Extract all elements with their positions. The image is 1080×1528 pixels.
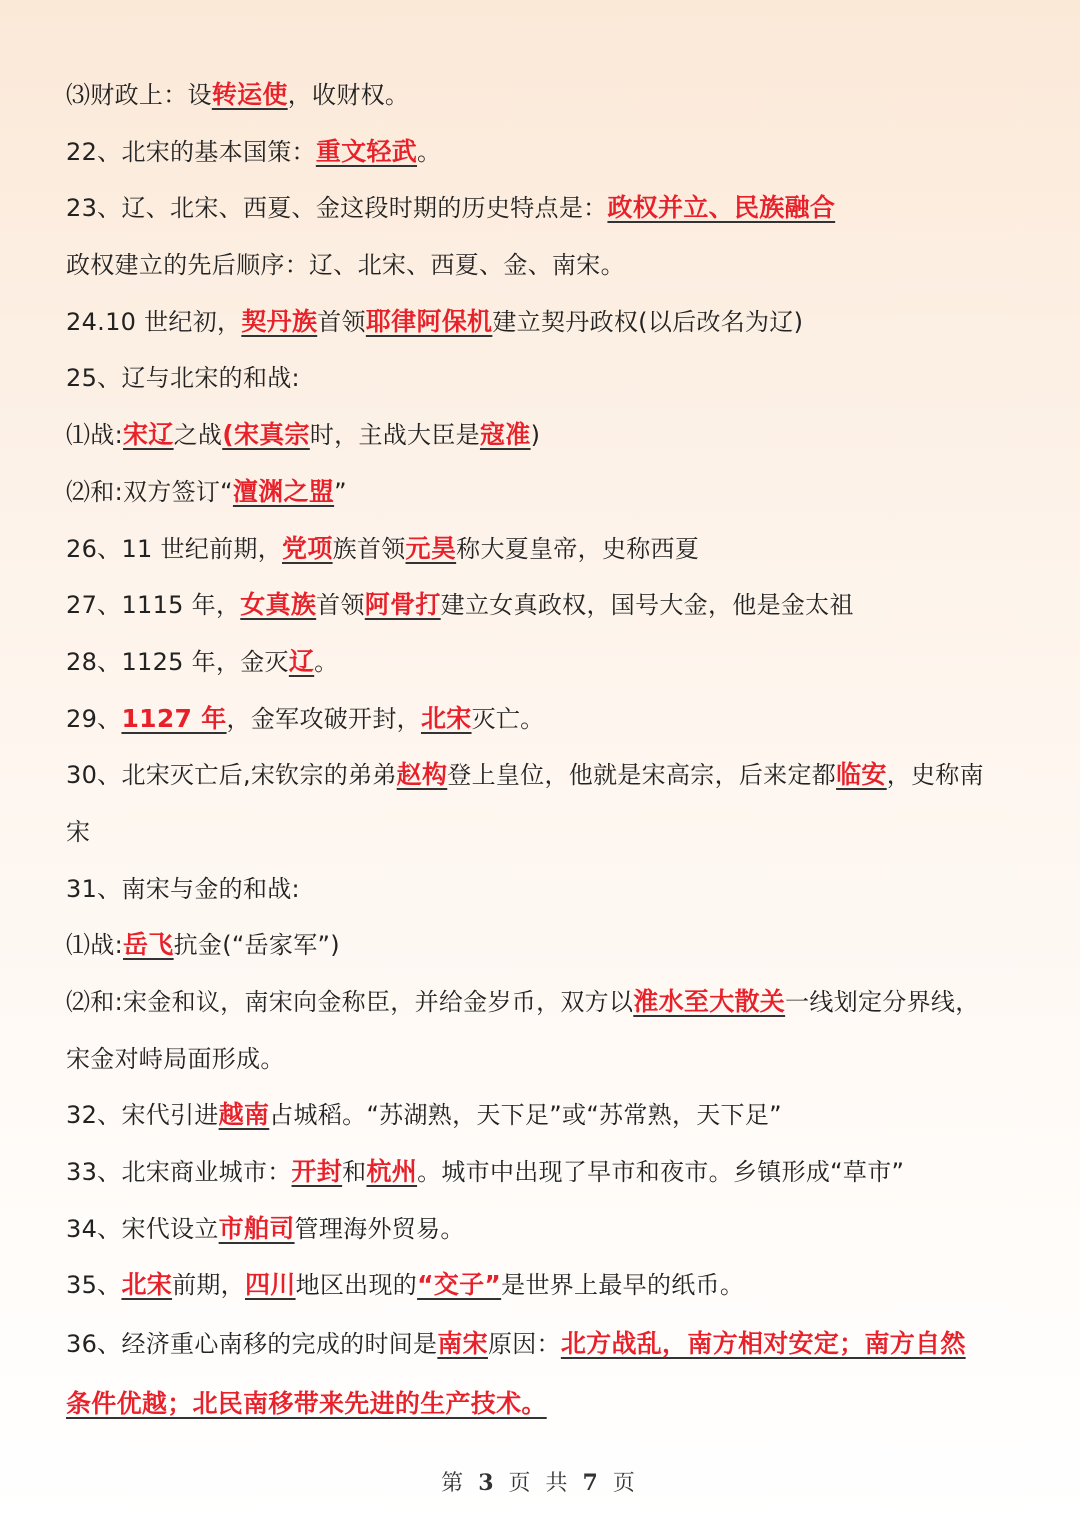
text-line <box>66 1257 1026 1314</box>
text-line <box>66 464 1026 521</box>
highlighted-term: 女真族 <box>240 590 317 620</box>
highlighted-term: 淮水至大散关 <box>633 987 786 1016</box>
total-page-number: 7 <box>582 1470 602 1496</box>
text-line <box>66 1314 1026 1374</box>
text-line <box>66 124 1026 181</box>
text-segment: ⑵和:双方签订“ <box>66 477 233 506</box>
text-line <box>66 1374 1026 1434</box>
text-segment: 24.10 世纪初， <box>66 307 242 336</box>
text-line <box>66 1087 1026 1144</box>
footer-suffix: 页 <box>612 1471 639 1496</box>
text-line <box>66 521 1026 578</box>
highlighted-term: 重文轻武 <box>315 136 418 166</box>
text-segment: 设 <box>187 81 212 109</box>
text-segment: 30、北宋灭亡后,宋钦宗的弟弟 <box>66 761 397 790</box>
text-segment: 宋 <box>66 817 91 846</box>
highlighted-term: 辽 <box>288 646 315 676</box>
text-line <box>66 634 1026 691</box>
text-line <box>66 804 1026 861</box>
text-segment: 建立契丹政权(以后改名为辽) <box>492 307 804 336</box>
highlighted-term: 1127 年 <box>121 703 227 733</box>
highlighted-term: 转运使 <box>211 80 288 109</box>
text-segment: ⑴战: <box>66 421 123 450</box>
text-segment: 首领 <box>317 307 366 336</box>
text-segment: 抗金(“岳家军”) <box>173 931 340 960</box>
highlighted-term: 越南 <box>218 1100 270 1130</box>
text-line <box>66 237 1026 294</box>
highlighted-term: 北宋 <box>420 703 472 733</box>
text-segment: 25、辽与北宋的和战: <box>66 364 300 393</box>
text-segment: ) <box>530 421 541 450</box>
text-segment: 32、宋代引进 <box>66 1101 219 1130</box>
highlighted-term: 开封 <box>291 1157 343 1187</box>
text-segment: 31、南宋与金的和战: <box>66 874 300 903</box>
text-segment: 之战 <box>173 421 223 450</box>
text-segment: 宋金对峙局面形成。 <box>66 1044 285 1073</box>
text-segment: 36、经济重心南移的完成的时间是 <box>66 1330 438 1359</box>
text-segment: 管理海外贸易。 <box>294 1214 465 1243</box>
highlighted-term: 条件优越；北民南移带来先进的生产技术。 <box>66 1389 547 1419</box>
text-segment: 和 <box>342 1158 367 1187</box>
highlighted-term: 杭州 <box>366 1157 418 1187</box>
text-segment: 灭亡。 <box>471 704 545 733</box>
text-line <box>66 407 1026 464</box>
highlighted-term: 四川 <box>244 1270 296 1300</box>
text-segment: 23、辽、北宋、西夏、金这段时期的历史特点是： <box>66 194 608 223</box>
text-segment: ，史称南 <box>886 761 984 790</box>
text-segment: ⑶财政上： <box>66 81 188 109</box>
text-segment: 建立女真政权，国号大金，他是金太祖 <box>440 591 854 620</box>
text-line <box>66 1031 1026 1088</box>
text-segment: 族首领 <box>332 534 406 563</box>
highlighted-term: 契丹族 <box>241 306 318 336</box>
text-segment: 地区出现的 <box>295 1271 418 1300</box>
highlighted-term: “交子” <box>417 1270 502 1300</box>
text-line <box>66 917 1026 974</box>
highlighted-term: 澶渊之盟 <box>232 476 335 506</box>
text-segment: ” <box>334 477 347 506</box>
text-line <box>66 747 1026 804</box>
page-footer <box>0 1466 1080 1497</box>
text-segment: 首领 <box>316 591 365 620</box>
highlighted-term: 北宋 <box>121 1270 173 1300</box>
document-body <box>66 67 1026 1434</box>
highlighted-term: 耶律阿保机 <box>365 306 493 336</box>
highlighted-term: 北方战乱，南方相对安定；南方自然 <box>560 1329 966 1359</box>
text-segment: ，收财权。 <box>287 81 410 109</box>
text-segment: 34、宋代设立 <box>66 1214 219 1243</box>
text-segment: 登上皇位，他就是宋高宗，后来定都 <box>447 761 837 790</box>
text-segment: ⑵和:宋金和议，南宋向金称臣，并给金岁币，双方以 <box>66 988 634 1016</box>
text-segment: 称大夏皇帝，史称西夏 <box>456 534 700 563</box>
text-segment: ，金军攻破开封， <box>226 704 421 733</box>
text-segment: 。城市中出现了早市和夜市。乡镇形成“草市” <box>417 1158 905 1187</box>
highlighted-term: 临安 <box>836 760 887 790</box>
text-line <box>66 350 1026 407</box>
text-segment: 29、 <box>66 704 122 733</box>
text-segment: 前期， <box>172 1271 245 1300</box>
text-line <box>66 861 1026 918</box>
highlighted-term: 政权并立、民族融合 <box>607 193 836 223</box>
text-segment: 政权建立的先后顺序：辽、北宋、西夏、金、南宋。 <box>66 251 625 280</box>
highlighted-term: 南宋 <box>437 1329 488 1359</box>
text-line <box>66 1201 1026 1258</box>
text-line <box>66 67 1026 124</box>
text-segment: 35、 <box>66 1271 122 1300</box>
text-segment: 。 <box>314 647 339 676</box>
text-line <box>66 294 1026 351</box>
text-line <box>66 180 1026 237</box>
text-segment: 一线划定分界线， <box>785 988 980 1016</box>
text-segment: 占城稻。“苏湖熟，天下足”或“苏常熟，天下足” <box>269 1101 782 1130</box>
footer-prefix: 第 <box>441 1471 468 1496</box>
text-segment: 28、1125 年，金灭 <box>66 647 289 676</box>
text-segment: 33、北宋商业城市： <box>66 1158 292 1187</box>
highlighted-term: 赵构 <box>396 760 448 790</box>
text-segment: 是世界上最早的纸币。 <box>501 1271 745 1300</box>
highlighted-term: 寇准 <box>479 420 531 450</box>
text-segment: 26、11 世纪前期， <box>66 534 283 563</box>
current-page-number: 3 <box>478 1470 498 1496</box>
text-line <box>66 577 1026 634</box>
highlighted-term: 阿骨打 <box>364 590 441 620</box>
text-segment: 22、北宋的基本国策： <box>66 137 316 166</box>
highlighted-term: 党项 <box>282 533 333 563</box>
text-segment: 。 <box>417 137 442 166</box>
text-line <box>66 691 1026 748</box>
highlighted-term: (宋真宗 <box>222 420 310 450</box>
text-segment: 原因： <box>487 1330 561 1359</box>
text-segment: 时，主战大臣是 <box>309 421 480 450</box>
text-line <box>66 974 1026 1031</box>
text-segment: ⑴战: <box>66 931 123 960</box>
highlighted-term: 市舶司 <box>218 1213 295 1243</box>
highlighted-term: 宋辽 <box>123 420 174 450</box>
highlighted-term: 元昊 <box>405 533 457 563</box>
highlighted-term: 岳飞 <box>123 930 174 960</box>
text-line <box>66 1144 1026 1201</box>
footer-middle: 页 共 <box>508 1471 572 1496</box>
text-segment: 27、1115 年， <box>66 591 241 620</box>
